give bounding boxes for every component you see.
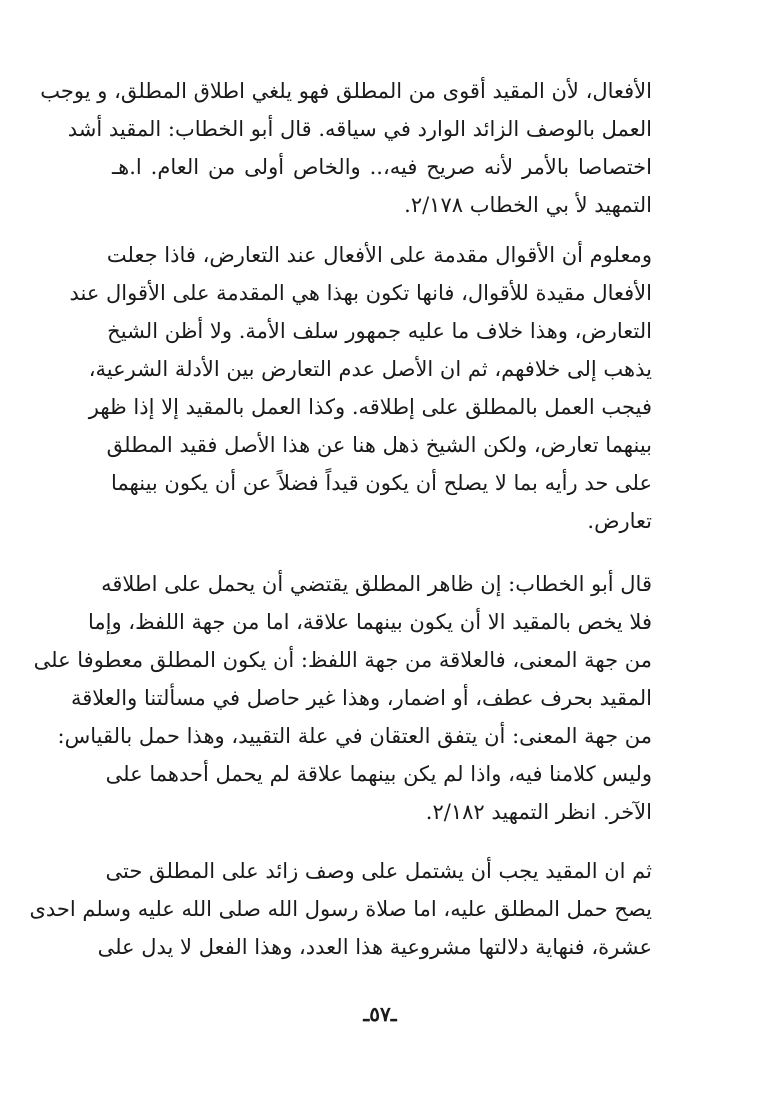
text-line: التمهيد لأ بي الخطاب ٢/١٧٨. [404,193,652,217]
text-line: فلا يخص بالمقيد الا أن يكون بينهما علاقة، اما من جهة اللفظ، وإما [88,610,652,634]
text-line: الأفعال مقيدة للأقوال، فانها تكون بهذا هي المقدمة على الأقوال عند [69,281,652,305]
text-line: قال أبو الخطاب: إن ظاهر المطلق يقتضي أن يحمل على اطلاقه [101,572,652,596]
paragraph-4 [29,852,652,966]
text-line: الأفعال، لأن المقيد أقوى من المطلق فهو يلغي اطلاق المطلق، و يوجب [40,79,652,103]
text-line: فيجب العمل بالمطلق على إطلاقه. وكذا العمل بالمقيد إلا إذا ظهر [88,395,652,419]
text-line: يصح حمل المطلق عليه، اما صلاة رسول الله صلى الله عليه وسلم احدى [29,897,652,921]
text-line: تعارض. [587,509,652,533]
text-line: يذهب إلى خلافهم، ثم ان الأصل عدم التعارض بين الأدلة الشرعية، [88,357,652,381]
text-line: بينهما تعارض، ولكن الشيخ ذهل هنا عن هذا الأصل فقيد المطلق [106,433,652,457]
text-line: ثم ان المقيد يجب أن يشتمل على وصف زائد على المطلق حتى [105,859,652,883]
text-line: الآخر. انظر التمهيد ٢/١٨٢. [425,800,652,824]
text-line: عشرة، فنهاية دلالتها مشروعية هذا العدد، وهذا الفعل لا يدل على [97,935,652,959]
text-line: على حد رأيه بما لا يصلح أن يكون قيداً فضلاً عن أن يكون بينهما [111,471,652,495]
paragraph-3 [33,565,652,831]
text-line: من جهة المعنى، فالعلاقة من جهة اللفظ: أن يكون المطلق معطوفا على [33,648,652,672]
text-line: وليس كلامنا فيه، واذا لم يكن بينهما علاقة لم يحمل أحدهما على [105,762,652,786]
paragraph-2 [69,236,652,540]
page-number: ـ٥٧ـ [363,1002,397,1026]
paragraph-1 [40,72,652,224]
text-line: اختصاصا بالأمر لأنه صريح فيه،.. والخاص أولى من العام. ا.هـ [112,155,652,179]
text-line: التعارض، وهذا خلاف ما عليه جمهور سلف الأمة. ولا أظن الشيخ [107,319,652,343]
text-line: ومعلوم أن الأقوال مقدمة على الأفعال عند التعارض، فاذا جعلت [106,243,652,267]
text-line: من جهة المعنى: أن يتفق العتقان في علة التقييد، وهذا حمل بالقياس: [57,724,652,748]
text-line: المقيد بحرف عطف، أو اضمار، وهذا غير حاصل في مسألتنا والعلاقة [70,686,652,710]
text-line: العمل بالوصف الزائد الوارد في سياقه. قال أبو الخطاب: المقيد أشد [67,117,652,141]
